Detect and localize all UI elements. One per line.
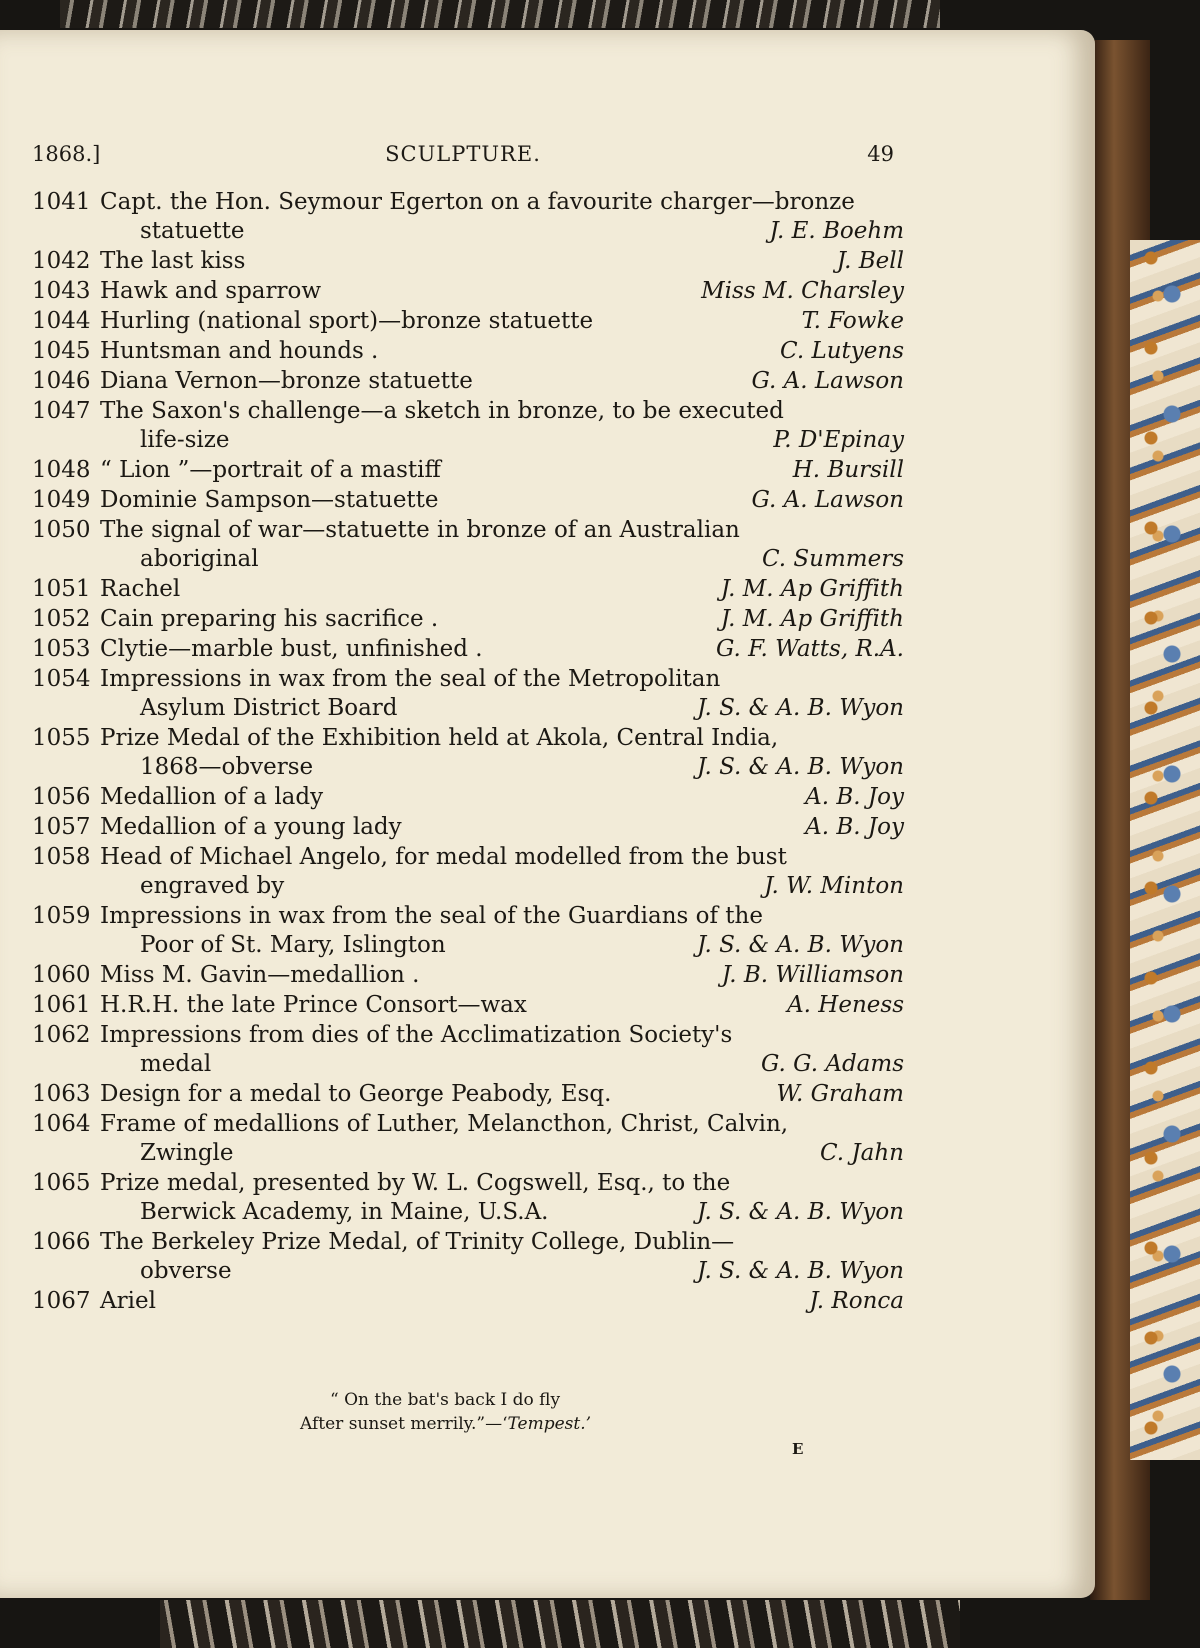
entry-number: 1062 [32,1022,91,1048]
entry-artist: H. Bursill [792,457,904,483]
entry-title: Design for a medal to George Peabody, Esq. [100,1081,612,1107]
entry-number: 1044 [32,308,91,334]
entry-number: 1043 [32,278,91,304]
entry-title: obverse [140,1258,232,1284]
entry-title: life-size [140,427,230,453]
entry-title: Impressions in wax from the seal of the Metropolitan [100,666,721,692]
catalogue-entry [32,991,904,1020]
catalogue-entry [32,247,904,276]
entry-title: Clytie—marble bust, unfinished . [100,636,483,662]
entry-artist: G. A. Lawson [751,368,904,394]
entry-number: 1046 [32,368,91,394]
entry-title: Impressions in wax from the seal of the Guardians of the [100,903,763,929]
entry-artist: J. S. & A. B. Wyon [697,695,904,721]
catalogue-entry [32,1110,904,1168]
catalogue-entry [32,575,904,604]
entry-number: 1053 [32,636,91,662]
entry-title: Prize Medal of the Exhibition held at Akola, Central India, [100,725,779,751]
marbled-top-edge [60,0,940,28]
entry-number: 1054 [32,666,91,692]
entry-artist: G. G. Adams [760,1051,904,1077]
catalogue-entry [32,516,904,574]
quote-line-2-text: After sunset merrily.”—‘ [300,1414,508,1434]
catalogue-entries [32,188,904,1317]
entry-title: medal [140,1051,212,1077]
entry-artist: A. B. Joy [805,814,904,840]
entry-number: 1051 [32,576,91,602]
entry-number: 1060 [32,962,91,988]
entry-number: 1042 [32,248,91,274]
catalogue-entry [32,1021,904,1079]
catalogue-entry [32,188,904,246]
marbled-bottom-edge [160,1600,960,1648]
entry-number: 1065 [32,1170,91,1196]
entry-title: Huntsman and hounds . [100,338,379,364]
catalogue-entry [32,665,904,723]
catalogue-entry [32,367,904,396]
entry-number: 1063 [32,1081,91,1107]
entry-title: The signal of war—statuette in bronze of an Australian [100,517,740,543]
entry-artist: J. M. Ap Griffith [720,576,904,602]
entry-artist: J. S. & A. B. Wyon [697,932,904,958]
entry-number: 1045 [32,338,91,364]
entry-number: 1059 [32,903,91,929]
entry-artist: J. W. Minton [764,873,904,899]
entry-artist: J. E. Boehm [769,218,904,244]
entry-title: Medallion of a lady [100,784,324,810]
page-number: 49 [867,142,894,166]
catalogue-entry [32,307,904,336]
catalogue-entry [32,724,904,782]
entry-number: 1047 [32,398,91,424]
entry-title: Head of Michael Angelo, for medal modelled from the bust [100,844,787,870]
entry-title: The Saxon's challenge—a sketch in bronze, to be executed [100,398,784,424]
entry-artist: J. M. Ap Griffith [720,606,904,632]
catalogue-entry [32,1287,904,1316]
quote-source: Tempest.’ [507,1414,592,1434]
entry-number: 1041 [32,189,91,215]
entry-artist: Miss M. Charsley [701,278,904,304]
entry-title: aboriginal [140,546,259,572]
entry-artist: J. S. & A. B. Wyon [697,754,904,780]
entry-artist: G. F. Watts, R.A. [716,636,904,662]
entry-title: Dominie Sampson—statuette [100,487,439,513]
catalogue-entry [32,1080,904,1109]
catalogue-entry [32,456,904,485]
signature-mark: E [792,1440,804,1458]
entry-artist: J. Bell [836,248,904,274]
entry-title: Miss M. Gavin—medallion . [100,962,420,988]
entry-artist: A. B. Joy [805,784,904,810]
entry-number: 1066 [32,1229,91,1255]
entry-number: 1057 [32,814,91,840]
entry-artist: J. Ronca [809,1288,904,1314]
entry-title: Capt. the Hon. Seymour Egerton on a favourite charger—bronze [100,189,855,215]
catalogue-entry [32,605,904,634]
quote-line-2 [300,1412,740,1436]
entry-number: 1055 [32,725,91,751]
entry-number: 1058 [32,844,91,870]
entry-artist: G. A. Lawson [751,487,904,513]
entry-number: 1056 [32,784,91,810]
entry-title: Cain preparing his sacrifice . [100,606,439,632]
marbled-endpaper [1130,240,1200,1460]
quotation [300,1388,740,1436]
entry-title: Frame of medallions of Luther, Melancthon, Christ, Calvin, [100,1111,789,1137]
entry-artist: W. Graham [776,1081,904,1107]
entry-title: Berwick Academy, in Maine, U.S.A. [140,1199,549,1225]
entry-artist: J. S. & A. B. Wyon [697,1199,904,1225]
header-year: 1868.] [32,142,101,166]
book-page [0,30,1095,1598]
entry-title: Asylum District Board [140,695,398,721]
entry-number: 1061 [32,992,91,1018]
catalogue-entry [32,337,904,366]
entry-title: 1868—obverse [140,754,314,780]
entry-artist: P. D'Epinay [773,427,904,453]
entry-artist: C. Lutyens [780,338,904,364]
entry-title: Prize medal, presented by W. L. Cogswell, Esq., to the [100,1170,731,1196]
entry-artist: C. Summers [762,546,904,572]
header-title: SCULPTURE. [385,142,541,166]
catalogue-entry [32,1228,904,1286]
entry-title: Rachel [100,576,181,602]
quote-line-1: “ On the bat's back I do fly [330,1390,561,1410]
entry-title: statuette [140,218,245,244]
entry-title: Diana Vernon—bronze statuette [100,368,473,394]
entry-number: 1050 [32,517,91,543]
entry-title: Hawk and sparrow [100,278,322,304]
entry-title: H.R.H. the late Prince Consort—wax [100,992,527,1018]
catalogue-entry [32,783,904,812]
entry-title: Medallion of a young lady [100,814,402,840]
catalogue-entry [32,813,904,842]
entry-artist: J. S. & A. B. Wyon [697,1258,904,1284]
catalogue-entry [32,843,904,901]
entry-title: Ariel [100,1288,156,1314]
running-head [32,142,894,174]
catalogue-entry [32,1169,904,1227]
entry-title: The last kiss [100,248,246,274]
entry-artist: C. Jahn [820,1140,904,1166]
entry-title: Zwingle [140,1140,234,1166]
entry-artist: A. Heness [787,992,904,1018]
entry-number: 1067 [32,1288,91,1314]
catalogue-entry [32,486,904,515]
entry-title: Poor of St. Mary, Islington [140,932,446,958]
entry-number: 1052 [32,606,91,632]
entry-title: “ Lion ”—portrait of a mastiff [100,457,441,483]
entry-artist: J. B. Williamson [721,962,904,988]
catalogue-entry [32,961,904,990]
catalogue-entry [32,902,904,960]
entry-artist: T. Fowke [801,308,904,334]
entry-title: Hurling (national sport)—bronze statuette [100,308,594,334]
catalogue-entry [32,635,904,664]
entry-number: 1048 [32,457,91,483]
entry-title: engraved by [140,873,285,899]
catalogue-entry [32,397,904,455]
catalogue-entry [32,277,904,306]
entry-number: 1064 [32,1111,91,1137]
entry-number: 1049 [32,487,91,513]
entry-title: The Berkeley Prize Medal, of Trinity College, Dublin— [100,1229,735,1255]
entry-title: Impressions from dies of the Acclimatization Society's [100,1022,733,1048]
